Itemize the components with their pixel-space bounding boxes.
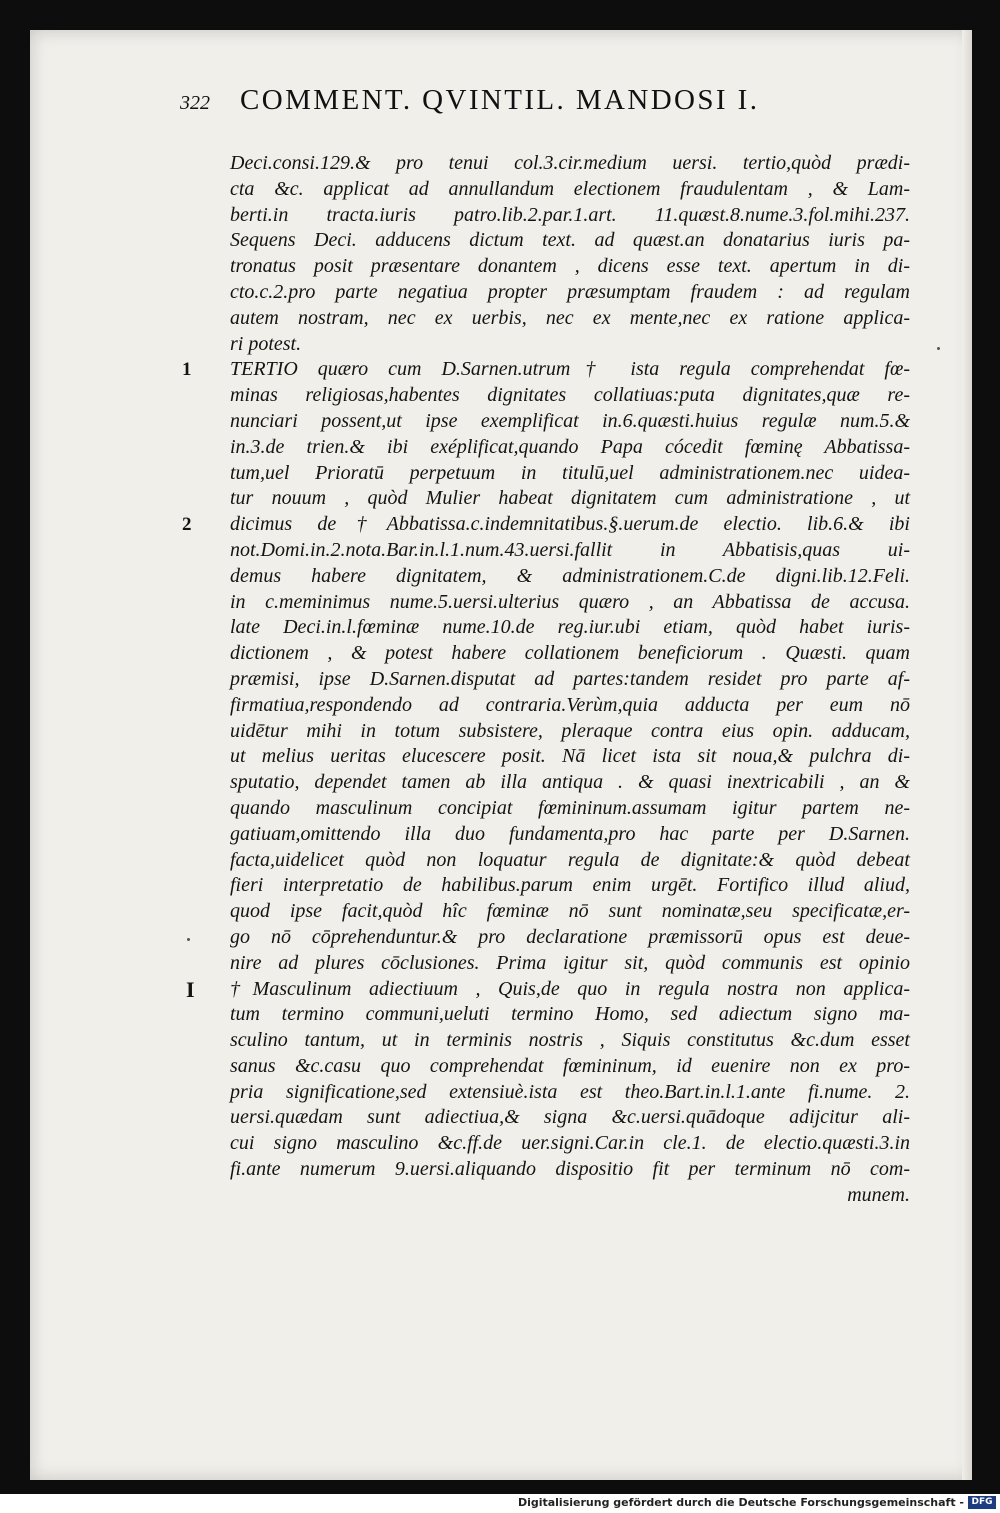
- line-text: gatiuam,omittendo illa duo fundamenta,pro hac parte per D.Sarnen.: [230, 822, 910, 845]
- dfg-logo: DFG: [968, 1496, 996, 1509]
- text-line: [230, 177, 910, 203]
- line-text: quod ipse facit,quòd hîc fœminæ nō sunt nominatæ,seu specificatæ,er-: [230, 900, 910, 923]
- text-line: [230, 254, 910, 280]
- line-text: tum termino communi,ueluti termino Homo, sed adiectum signo ma-: [230, 1003, 910, 1026]
- line-text: cta &c. applicat ad annullandum electionem fraudulentam , & Lam-: [230, 177, 910, 200]
- text-line: [182, 357, 910, 383]
- text-line: [230, 486, 910, 512]
- line-text: facta,uidelicet quòd non loquatur regula de dignitate:& quòd debeat: [230, 848, 910, 871]
- line-text: late Deci.in.l.fœminæ nume.10.de reg.iur.ubi etiam, quòd habet iuris-: [230, 616, 910, 639]
- text-line: [230, 1157, 910, 1183]
- page-edge: [962, 30, 972, 1480]
- text-line: [230, 306, 910, 332]
- line-text: not.Domi.in.2.nota.Bar.in.l.1.num.43.uersi.fallit in Abbatisis,quas ui-: [230, 538, 910, 561]
- text-line: [230, 744, 910, 770]
- marginal-number: I: [186, 976, 195, 1002]
- line-text: uersi.quædam sunt adiectiua,& signa &c.uersi.quādoque adijcitur ali-: [230, 1106, 910, 1129]
- text-line: [230, 873, 910, 899]
- line-text: in.3.de trien.& ibi exéplificat,quando Papa cócedit fœminę Abbatissa-: [230, 435, 910, 458]
- text-line: [230, 925, 910, 951]
- text-line: [230, 1183, 910, 1209]
- line-text: sculino tantum, ut in terminis nostris , Siquis constitutus &c.dum esset: [230, 1029, 910, 1052]
- ink-speck: [937, 347, 940, 350]
- line-text: firmatiua,respondendo ad contraria.Verùm,quia adducta per eum nō: [230, 693, 910, 716]
- text-line: [230, 383, 910, 409]
- text-line: [230, 1131, 910, 1157]
- text-line: [230, 409, 910, 435]
- line-text: demus habere dignitatem, & administrationem.C.de digni.lib.12.Feli.: [230, 564, 910, 587]
- line-text: cto.c.2.pro parte negatiua propter præsumptam fraudem : ad regulam: [230, 280, 910, 303]
- line-text: fi.ante numerum 9.uersi.aliquando dispositio fit per terminum nō com-: [230, 1158, 910, 1181]
- line-text: Sequens Deci. adducens dictum text. ad quæst.an donatarius iuris pa-: [230, 229, 910, 252]
- text-line: [230, 719, 910, 745]
- text-line: [230, 1028, 910, 1054]
- text-line: [230, 151, 910, 177]
- marginal-number: 1: [182, 359, 192, 381]
- running-title: COMMENT. QVINTIL. MANDOSI I.: [240, 84, 760, 116]
- line-text: tronatus posit præsentare donantem , dicens esse text. apertum in di-: [230, 255, 910, 278]
- text-line: [182, 512, 910, 538]
- line-text: dictionem , & potest habere collationem beneficiorum . Quæsti. quam: [230, 642, 910, 665]
- text-line: [230, 951, 910, 977]
- line-text: in c.meminimus nume.5.uersi.ulterius quæro , an Abbatissa de accusa.: [230, 590, 910, 613]
- text-line: [230, 203, 910, 229]
- line-text: præmisi, ipse D.Sarnen.disputat ad partes:tandem residet pro parte af-: [230, 667, 910, 690]
- line-text: tum,uel Prioratū perpetuum in titulū,uel administrationem.nec uidea-: [230, 461, 910, 484]
- text-line: [186, 976, 910, 1003]
- line-text: TERTIO quæro cum D.Sarnen.utrum† ista regula comprehendat fœ-: [230, 358, 910, 381]
- page-number: 322: [180, 92, 210, 114]
- footer-bar: [0, 1494, 1000, 1513]
- line-text: berti.in tracta.iuris patro.lib.2.par.1.art. 11.quæst.8.nume.3.fol.mihi.237.: [230, 203, 910, 226]
- text-line: [230, 848, 910, 874]
- line-text: dicimus de†Abbatissa.c.indemnitatibus.§.uerum.de electio. lib.6.& ibi: [230, 513, 910, 536]
- text-line: [230, 822, 910, 848]
- line-text: munem.: [847, 1183, 910, 1206]
- body-text: [182, 151, 910, 1209]
- text-line: [230, 228, 910, 254]
- text-line: [230, 1105, 910, 1131]
- line-text: quando masculinum concipiat fœmininum.assumam igitur partem ne-: [230, 796, 910, 819]
- text-line: [230, 280, 910, 306]
- funding-credit: Digitalisierung gefördert durch die Deutsche Forschungsgemeinschaft -: [517, 1496, 964, 1509]
- line-text: pria significatione,sed extensiuè.ista est theo.Bart.in.l.1.ante fi.nume. 2.: [230, 1080, 910, 1103]
- line-text: nire ad plures cōclusiones. Prima igitur sit, quòd communis est opinio: [230, 951, 910, 974]
- text-line: [230, 590, 910, 616]
- text-line: [230, 1054, 910, 1080]
- marginal-number: 2: [182, 514, 192, 536]
- line-text: tur nouum , quòd Mulier habeat dignitatem cum administratione , ut: [230, 487, 910, 510]
- line-text: †Masculinum adiectiuum , Quis,de quo in regula nostra non applica-: [230, 977, 910, 1000]
- line-text: ri potest.: [230, 332, 302, 355]
- text-line: [230, 461, 910, 487]
- line-text: fieri interpretatio de habilibus.parum enim urgēt. Fortifico illud aliud,: [230, 874, 910, 897]
- text-line: [230, 615, 910, 641]
- line-text: minas religiosas,habentes dignitates collatiuas:puta dignitates,quæ re-: [230, 384, 910, 407]
- line-text: go nō cōprehenduntur.& pro declaratione præmissorū opus est deue-: [230, 925, 910, 948]
- text-line: [230, 641, 910, 667]
- ink-speck: [187, 938, 190, 941]
- line-text: nunciari possent,ut ipse exemplificat in.6.quæsti.huius regulæ num.5.&: [230, 409, 910, 432]
- text-line: [230, 899, 910, 925]
- text-line: [230, 1080, 910, 1106]
- text-line: [230, 796, 910, 822]
- running-head: [180, 84, 880, 120]
- text-line: [230, 564, 910, 590]
- line-text: sputatio, dependet tamen ab illa antiqua . & quasi inextricabili , an &: [230, 771, 910, 794]
- text-line: [230, 538, 910, 564]
- text-line: [230, 770, 910, 796]
- text-line: [230, 435, 910, 461]
- line-text: sanus &c.casu quo comprehendat fœmininum, id euenire non ex pro-: [230, 1054, 910, 1077]
- text-line: [230, 667, 910, 693]
- text-line: [230, 332, 910, 358]
- text-line: [230, 693, 910, 719]
- text-line: [230, 1002, 910, 1028]
- line-text: cui signo masculino &c.ff.de uer.signi.Car.in cle.1. de electio.quæsti.3.in: [230, 1132, 910, 1155]
- line-text: autem nostram, nec ex uerbis, nec ex mente,nec ex ratione applica-: [230, 306, 910, 329]
- line-text: uidētur mihi in totum subsistere, pleraque contra eius opin. adducam,: [230, 719, 910, 742]
- line-text: ut melius ueritas elucescere posit. Nā licet ista sit noua,& pulchra di-: [230, 745, 910, 768]
- line-text: Deci.consi.129.& pro tenui col.3.cir.medium uersi. tertio,quòd prædi-: [230, 152, 910, 174]
